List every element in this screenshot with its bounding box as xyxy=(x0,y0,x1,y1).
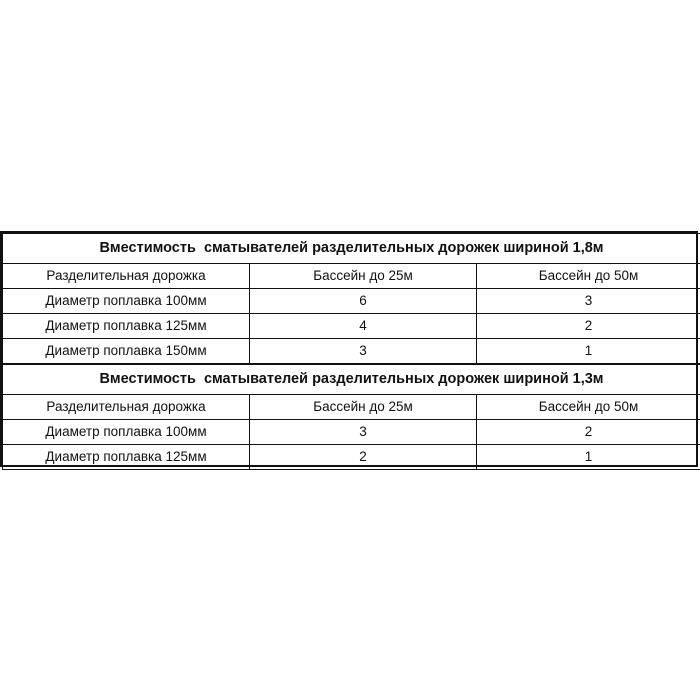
table-title-row xyxy=(3,364,700,395)
table-header-row xyxy=(3,395,700,420)
column-header-pool-25: Бассейн до 25м xyxy=(250,264,477,289)
row-label: Диаметр поплавка 125мм xyxy=(3,445,250,470)
cell-pool-25: 3 xyxy=(250,339,477,365)
row-label: Диаметр поплавка 125мм xyxy=(3,314,250,339)
table-title-row xyxy=(3,234,700,264)
table-row xyxy=(3,289,700,314)
table-row xyxy=(3,314,700,339)
table-title: Вместимость сматывателей разделительных дорожек шириной 1,3м xyxy=(3,364,700,395)
column-header-pool-25: Бассейн до 25м xyxy=(250,395,477,420)
table-title: Вместимость сматывателей разделительных дорожек шириной 1,8м xyxy=(3,234,700,264)
cell-pool-25: 3 xyxy=(250,420,477,445)
cell-pool-50: 2 xyxy=(477,314,700,339)
table-row xyxy=(3,445,700,470)
cell-pool-50: 1 xyxy=(477,339,700,365)
capacity-table xyxy=(2,233,700,470)
column-header-pool-50: Бассейн до 50м xyxy=(477,264,700,289)
cell-pool-25: 4 xyxy=(250,314,477,339)
table-row xyxy=(3,339,700,365)
row-label: Диаметр поплавка 150мм xyxy=(3,339,250,365)
cell-pool-50: 2 xyxy=(477,420,700,445)
cell-pool-50: 1 xyxy=(477,445,700,470)
cell-pool-25: 6 xyxy=(250,289,477,314)
cell-pool-50: 3 xyxy=(477,289,700,314)
column-header-pool-50: Бассейн до 50м xyxy=(477,395,700,420)
row-label: Диаметр поплавка 100мм xyxy=(3,289,250,314)
column-header-lane: Разделительная дорожка xyxy=(3,264,250,289)
capacity-table-sheet xyxy=(0,231,698,467)
table-row xyxy=(3,420,700,445)
table-header-row xyxy=(3,264,700,289)
row-label: Диаметр поплавка 100мм xyxy=(3,420,250,445)
cell-pool-25: 2 xyxy=(250,445,477,470)
column-header-lane: Разделительная дорожка xyxy=(3,395,250,420)
